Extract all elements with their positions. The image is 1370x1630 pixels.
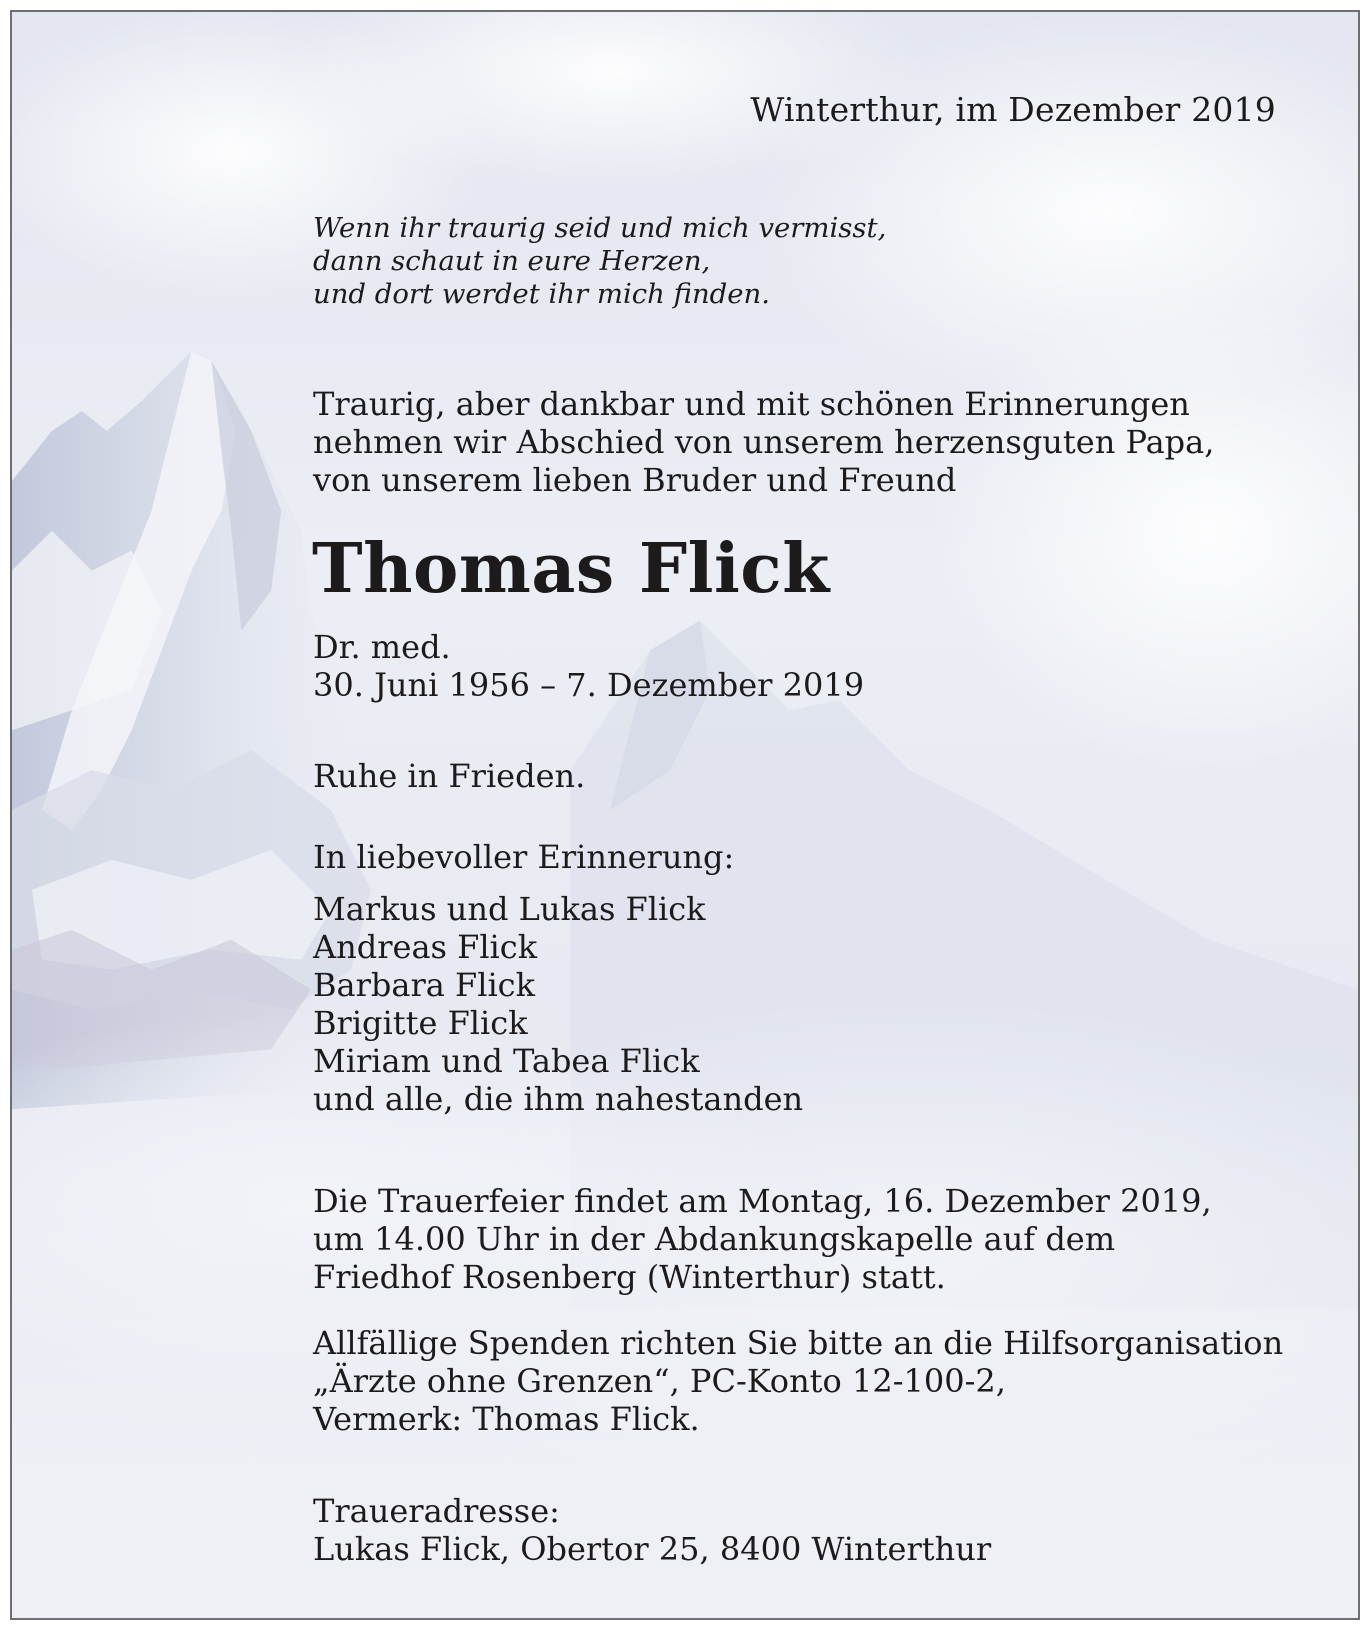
family-member: Markus und Lukas Flick bbox=[313, 890, 706, 928]
life-dates: 30. Juni 1956 – 7. Dezember 2019 bbox=[313, 666, 865, 704]
verse-line: und dort werdet ihr mich finden. bbox=[313, 278, 770, 310]
address-value: Lukas Flick, Obertor 25, 8400 Winterthur bbox=[313, 1530, 992, 1568]
family-list bbox=[313, 890, 1313, 1118]
donation-line: Allfällige Spenden richten Sie bitte an die Hilfsorganisation bbox=[313, 1324, 1284, 1362]
donation-line: „Ärzte ohne Grenzen“, PC-Konto 12-100-2, bbox=[313, 1362, 1006, 1400]
academic-title: Dr. med. bbox=[313, 628, 451, 666]
verse-line: Wenn ihr traurig seid und mich vermisst, bbox=[313, 212, 887, 244]
service-line: Friedhof Rosenberg (Winterthur) statt. bbox=[313, 1258, 946, 1296]
obituary-notice bbox=[10, 10, 1360, 1620]
obituary-text bbox=[12, 12, 1358, 1618]
deceased-details bbox=[313, 628, 1313, 704]
intro-line: von unserem lieben Bruder und Freund bbox=[313, 461, 957, 499]
family-member: Andreas Flick bbox=[313, 928, 538, 966]
farewell-introduction bbox=[313, 385, 1313, 499]
service-line: Die Trauerfeier findet am Montag, 16. Dezember 2019, bbox=[313, 1182, 1212, 1220]
family-member: Miriam und Tabea Flick bbox=[313, 1042, 700, 1080]
rest-in-peace: Ruhe in Frieden. bbox=[313, 757, 586, 795]
deceased-name: Thomas Flick bbox=[312, 529, 830, 609]
memory-heading: In liebevoller Erinnerung: bbox=[313, 838, 735, 876]
funeral-service-info bbox=[313, 1182, 1313, 1296]
donation-line: Vermerk: Thomas Flick. bbox=[313, 1400, 700, 1438]
family-member: Barbara Flick bbox=[313, 966, 535, 1004]
intro-line: nehmen wir Abschied von unserem herzensguten Papa, bbox=[313, 423, 1215, 461]
service-line: um 14.00 Uhr in der Abdankungskapelle auf dem bbox=[313, 1220, 1116, 1258]
memorial-verse bbox=[313, 212, 1313, 311]
donation-info bbox=[313, 1324, 1313, 1438]
family-member: und alle, die ihm nahestanden bbox=[313, 1080, 804, 1118]
family-member: Brigitte Flick bbox=[313, 1004, 528, 1042]
mourning-address bbox=[313, 1492, 1313, 1568]
place-and-date: Winterthur, im Dezember 2019 bbox=[750, 90, 1276, 129]
intro-line: Traurig, aber dankbar und mit schönen Erinnerungen bbox=[313, 385, 1190, 423]
verse-line: dann schaut in eure Herzen, bbox=[313, 245, 711, 277]
address-label: Traueradresse: bbox=[313, 1492, 560, 1530]
